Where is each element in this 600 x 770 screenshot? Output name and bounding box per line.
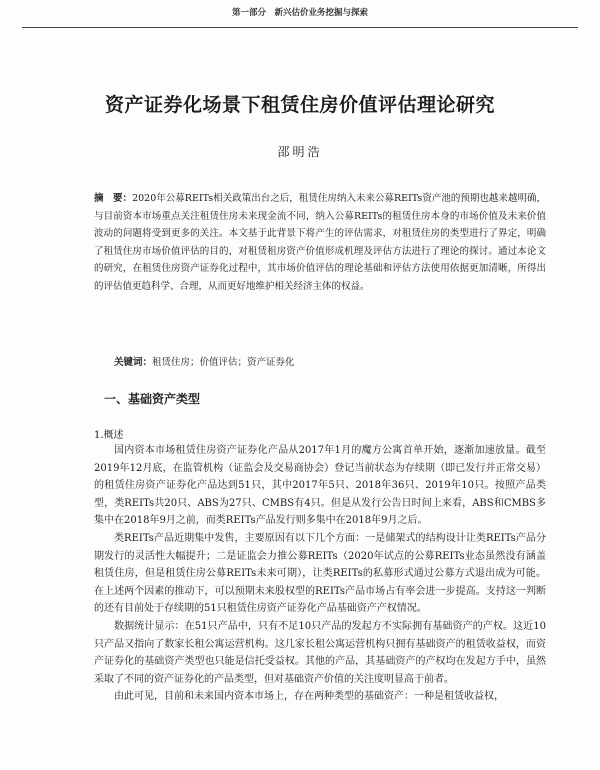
subsection-heading: 1.概述	[94, 430, 124, 441]
keywords-label: 关键词：	[114, 357, 153, 368]
abstract-label: 摘 要：	[94, 193, 133, 204]
paragraph: 国内资本市场租赁住房资产证券化产品从2017年1月的魔方公寓首单开始，逐渐加速放量。截至2019年12月底，在监管机构（证监会及交易商协会）登记当前状态为存续期（即已发行并正常交易）的租赁住房资产证券化产品达到51只，其中2017年5只、2018年36只、2019年10只。按照产品类型，类REITs共20只、ABS为27只、CMBS有4只。但是从发行公告日时间上来看，ABS和CMBS多集中在2018年9月之前，而类REITs产品发行则多集中在2018年9月之后。	[94, 445, 546, 527]
keywords-text: 租赁住房；价值评估；资产证券化	[152, 357, 295, 368]
author: 邵明浩	[277, 145, 323, 159]
section-heading: 一、基础资产类型	[104, 392, 201, 406]
paragraph: 由此可见，目前和未来国内资本市场上，存在两种类型的基础资产：一种是租赁收益权，	[114, 691, 504, 703]
body-text	[94, 442, 546, 706]
running-header: 第一部分 新兴估价业务挖掘与探索	[231, 8, 368, 18]
paragraph: 数据统计显示：在51只产品中，只有不足10只产品的发起方不实际拥有基础资产的产权。这近10只产品又指向了数家长租公寓运营机构。这几家长租公寓运营机构只拥有基础资产的租赁收益权，而资产证券化的基础资产类型也只能是信托受益权。其他的产品，其基础资产的产权均在发起方手中，虽然采取了不同的资产证券化的产品类型，但对基础资产价值的关注度明显高于前者。	[94, 620, 546, 685]
paragraph: 类REITs产品近期集中发售，主要原因有以下几个方面：一是储架式的结构设计让类REITs产品分期发行的灵活性大幅提升；二是证监会力推公募REITs（2020年试点的公募REITs业态虽然没有涵盖租赁住房，但是租赁住房公募REITs未来可期），让类REITs的私募形式通过公募方式退出成为可能。在上述两个因素的推动下，可以预期未来股权型的REITs产品市场占有率会进一步提高。支持这一判断的还有目前处于存续期的51只租赁住房资产证券化产品基础资产产权情况。	[94, 532, 546, 615]
keywords	[114, 354, 295, 368]
abstract-text: 2020年公募REITs相关政策出台之后，租赁住房纳入未来公募REITs资产池的预期也越来越明确，与目前资本市场重点关注租赁住房未来现金流不同，纳入公募REITs的租赁住房本身的市场价值及未来价值波动的问题将受到更多的关注。本文基于此背景下将产生的评估需求，对租赁住房的类型进行了界定，明确了租赁住房市场价值评估的目的，对租赁租房资产价值形成机理及评估方法进行了理论的探讨。通过本论文的研究，在租赁住房资产证券化过程中，其市场价值评估的理论基础和评估方法使用依据更加清晰，所得出的评估值更趋科学、合理，从而更好地维护相关经济主体的权益。	[94, 193, 546, 292]
header-rule	[22, 27, 578, 28]
abstract	[94, 190, 546, 295]
paper-title: 资产证券化场景下租赁住房价值评估理论研究	[104, 94, 495, 116]
